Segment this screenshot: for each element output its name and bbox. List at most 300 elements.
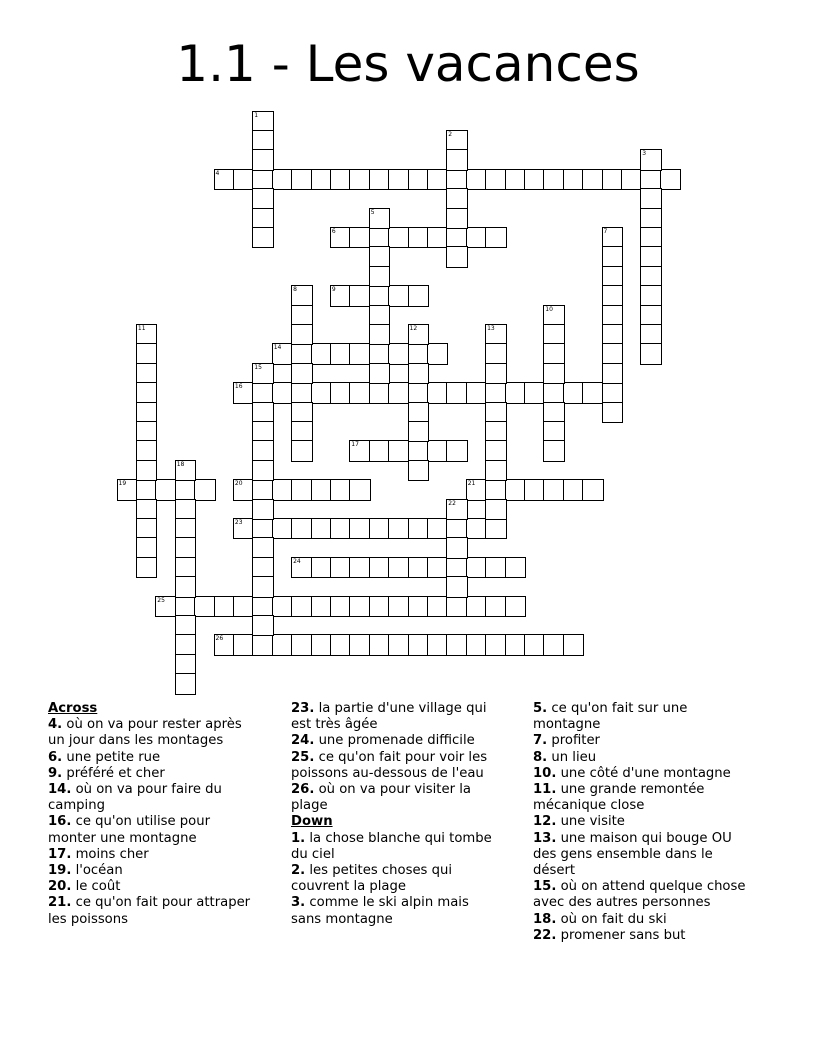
grid-cell[interactable] <box>252 499 274 521</box>
grid-cell[interactable] <box>136 343 158 365</box>
clue-text: ce qu'on fait pour voir les <box>318 749 488 765</box>
grid-cell[interactable] <box>388 518 410 540</box>
grid-cell[interactable] <box>524 634 546 656</box>
grid-cell[interactable] <box>252 537 274 559</box>
grid-cell[interactable] <box>272 169 294 191</box>
grid-cell[interactable] <box>233 169 255 191</box>
grid-cell[interactable] <box>446 634 468 656</box>
grid-cell[interactable] <box>446 440 468 462</box>
grid-cell[interactable] <box>446 518 468 540</box>
grid-cell[interactable] <box>505 479 527 501</box>
grid-cell[interactable] <box>136 402 158 424</box>
grid-cell[interactable] <box>291 421 313 443</box>
clue-number: 2. <box>291 863 306 879</box>
grid-cell[interactable] <box>408 460 430 482</box>
grid-cell[interactable] <box>408 363 430 385</box>
grid-cell[interactable] <box>640 227 662 249</box>
grid-cell[interactable] <box>485 460 507 482</box>
grid-cell[interactable] <box>311 518 333 540</box>
grid-cell[interactable] <box>252 596 274 618</box>
grid-cell[interactable] <box>349 557 371 579</box>
clue-number: 26. <box>291 782 315 798</box>
clue-number: 3 <box>642 150 647 158</box>
grid-cell[interactable] <box>543 305 565 327</box>
grid-cell[interactable] <box>485 382 507 404</box>
grid-cell[interactable] <box>175 499 197 521</box>
clue-text: promener sans but <box>560 927 686 943</box>
grid-cell[interactable] <box>505 634 527 656</box>
clue-number: 20 <box>234 480 243 488</box>
grid-cell[interactable] <box>330 343 352 365</box>
grid-cell[interactable] <box>252 208 274 230</box>
grid-cell[interactable] <box>582 382 604 404</box>
grid-cell[interactable] <box>272 382 294 404</box>
clue <box>291 750 523 782</box>
clue-number: 10 <box>545 305 553 313</box>
grid-cell[interactable] <box>311 169 333 191</box>
clue-number: 3. <box>291 895 306 911</box>
grid-cell[interactable] <box>369 343 391 365</box>
grid-cell[interactable] <box>582 479 604 501</box>
clue-heading: Across <box>48 701 98 716</box>
grid-cell[interactable] <box>446 130 468 152</box>
grid-cell[interactable] <box>446 227 468 249</box>
grid-cell[interactable] <box>136 363 158 385</box>
grid-cell[interactable] <box>602 343 624 365</box>
grid-cell[interactable] <box>214 596 236 618</box>
grid-cell[interactable] <box>640 305 662 327</box>
grid-cell[interactable] <box>175 518 197 540</box>
clue <box>533 766 783 782</box>
grid-cell[interactable] <box>466 169 488 191</box>
grid-cell[interactable] <box>252 615 274 637</box>
grid-cell[interactable] <box>252 421 274 443</box>
grid-cell[interactable] <box>175 673 197 695</box>
grid-cell[interactable] <box>543 479 565 501</box>
grid-cell[interactable] <box>408 169 430 191</box>
grid-cell[interactable] <box>408 518 430 540</box>
grid-cell[interactable] <box>369 440 391 462</box>
grid-cell[interactable] <box>369 169 391 191</box>
grid-cell[interactable] <box>388 227 410 249</box>
grid-cell[interactable] <box>485 324 507 346</box>
grid-cell[interactable] <box>291 440 313 462</box>
clue-number: 7 <box>603 227 608 235</box>
grid-cell[interactable] <box>136 421 158 443</box>
grid-cell[interactable] <box>485 343 507 365</box>
grid-cell[interactable] <box>214 169 236 191</box>
grid-cell[interactable] <box>117 479 139 501</box>
clue-number: 21. <box>48 895 72 911</box>
grid-cell[interactable] <box>485 518 507 540</box>
grid-cell[interactable] <box>408 343 430 365</box>
grid-cell[interactable] <box>252 402 274 424</box>
grid-cell[interactable] <box>582 169 604 191</box>
grid-cell[interactable] <box>252 634 274 656</box>
grid-cell[interactable] <box>524 169 546 191</box>
grid-cell[interactable] <box>640 324 662 346</box>
grid-cell[interactable] <box>388 382 410 404</box>
grid-cell[interactable] <box>311 596 333 618</box>
grid-cell[interactable] <box>602 227 624 249</box>
grid-cell[interactable] <box>543 421 565 443</box>
clue-text: une promenade difficile <box>318 733 475 749</box>
grid-cell[interactable] <box>272 479 294 501</box>
grid-cell[interactable] <box>485 227 507 249</box>
grid-cell[interactable] <box>427 382 449 404</box>
grid-cell[interactable] <box>640 149 662 171</box>
clue <box>533 701 783 733</box>
grid-cell[interactable] <box>369 557 391 579</box>
grid-cell[interactable] <box>446 382 468 404</box>
grid-cell[interactable] <box>136 460 158 482</box>
grid-cell[interactable] <box>291 324 313 346</box>
grid-cell[interactable] <box>175 557 197 579</box>
grid-cell[interactable] <box>194 596 216 618</box>
grid-cell[interactable] <box>233 479 255 501</box>
clue-text: où on attend quelque chose <box>560 879 746 895</box>
grid-cell[interactable] <box>252 479 274 501</box>
grid-cell[interactable] <box>543 440 565 462</box>
grid-cell[interactable] <box>369 285 391 307</box>
grid-cell[interactable] <box>252 130 274 152</box>
grid-cell[interactable] <box>291 402 313 424</box>
grid-cell[interactable] <box>330 169 352 191</box>
grid-cell[interactable] <box>602 382 624 404</box>
grid-cell[interactable] <box>175 654 197 676</box>
grid-cell[interactable] <box>349 382 371 404</box>
grid-cell[interactable] <box>349 227 371 249</box>
clue-text: un jour dans les montages <box>48 733 224 749</box>
grid-cell[interactable] <box>563 169 585 191</box>
grid-cell[interactable] <box>446 499 468 521</box>
grid-cell[interactable] <box>252 518 274 540</box>
grid-cell[interactable] <box>233 596 255 618</box>
grid-cell[interactable] <box>136 518 158 540</box>
grid-cell[interactable] <box>388 285 410 307</box>
grid-cell[interactable] <box>291 634 313 656</box>
grid-cell[interactable] <box>485 634 507 656</box>
grid-cell[interactable] <box>446 149 468 171</box>
grid-cell[interactable] <box>349 285 371 307</box>
grid-cell[interactable] <box>408 421 430 443</box>
clue-text: le coût <box>75 879 121 895</box>
grid-cell[interactable] <box>602 285 624 307</box>
grid-cell[interactable] <box>369 324 391 346</box>
clue <box>291 782 523 814</box>
clue <box>48 750 280 766</box>
grid-cell[interactable] <box>252 227 274 249</box>
grid-cell[interactable] <box>446 246 468 268</box>
grid-cell[interactable] <box>485 421 507 443</box>
grid-cell[interactable] <box>466 479 488 501</box>
grid-cell[interactable] <box>640 188 662 210</box>
grid-cell[interactable] <box>175 460 197 482</box>
grid-cell[interactable] <box>330 285 352 307</box>
grid-cell[interactable] <box>388 169 410 191</box>
grid-cell[interactable] <box>446 188 468 210</box>
grid-cell[interactable] <box>252 363 274 385</box>
grid-cell[interactable] <box>466 518 488 540</box>
grid-cell[interactable] <box>233 382 255 404</box>
grid-cell[interactable] <box>349 169 371 191</box>
grid-cell[interactable] <box>640 285 662 307</box>
grid-cell[interactable] <box>272 596 294 618</box>
grid-cell[interactable] <box>369 208 391 230</box>
grid-cell[interactable] <box>330 518 352 540</box>
grid-cell[interactable] <box>543 402 565 424</box>
clue <box>533 733 783 749</box>
grid-cell[interactable] <box>291 285 313 307</box>
grid-cell[interactable] <box>543 382 565 404</box>
clue <box>533 782 783 814</box>
grid-cell[interactable] <box>505 382 527 404</box>
grid-cell[interactable] <box>349 634 371 656</box>
grid-cell[interactable] <box>466 596 488 618</box>
grid-cell[interactable] <box>252 557 274 579</box>
grid-cell[interactable] <box>311 479 333 501</box>
grid-cell[interactable] <box>252 149 274 171</box>
grid-cell[interactable] <box>505 557 527 579</box>
grid-cell[interactable] <box>602 305 624 327</box>
grid-cell[interactable] <box>543 324 565 346</box>
clue-text: où on va pour visiter la <box>318 782 471 798</box>
grid-cell[interactable] <box>291 557 313 579</box>
grid-cell[interactable] <box>311 557 333 579</box>
clue-number: 16. <box>48 814 72 830</box>
grid-cell[interactable] <box>640 208 662 230</box>
grid-cell[interactable] <box>485 557 507 579</box>
grid-cell[interactable] <box>505 596 527 618</box>
clue-text: est très âgée <box>291 717 378 733</box>
grid-cell[interactable] <box>427 343 449 365</box>
grid-cell[interactable] <box>427 440 449 462</box>
grid-cell[interactable] <box>446 557 468 579</box>
grid-cell[interactable] <box>466 382 488 404</box>
grid-cell[interactable] <box>349 440 371 462</box>
clue-text: désert <box>533 863 576 879</box>
grid-cell[interactable] <box>408 285 430 307</box>
grid-cell[interactable] <box>640 246 662 268</box>
grid-cell[interactable] <box>252 169 274 191</box>
grid-cell[interactable] <box>252 382 274 404</box>
grid-cell[interactable] <box>485 169 507 191</box>
grid-cell[interactable] <box>602 324 624 346</box>
grid-cell[interactable] <box>136 557 158 579</box>
grid-cell[interactable] <box>388 596 410 618</box>
grid-cell[interactable] <box>311 343 333 365</box>
grid-cell[interactable] <box>427 518 449 540</box>
grid-cell[interactable] <box>175 576 197 598</box>
grid-cell[interactable] <box>369 596 391 618</box>
grid-cell[interactable] <box>272 343 294 365</box>
grid-cell[interactable] <box>408 557 430 579</box>
grid-cell[interactable] <box>291 363 313 385</box>
grid-cell[interactable] <box>485 402 507 424</box>
clue-number: 19 <box>118 480 127 488</box>
grid-cell[interactable] <box>252 576 274 598</box>
grid-cell[interactable] <box>252 188 274 210</box>
grid-cell[interactable] <box>272 518 294 540</box>
grid-cell[interactable] <box>408 440 430 462</box>
grid-cell[interactable] <box>272 634 294 656</box>
grid-cell[interactable] <box>466 557 488 579</box>
grid-cell[interactable] <box>330 557 352 579</box>
grid-cell[interactable] <box>291 382 313 404</box>
grid-cell[interactable] <box>524 479 546 501</box>
grid-cell[interactable] <box>330 382 352 404</box>
grid-cell[interactable] <box>369 363 391 385</box>
grid-cell[interactable] <box>155 479 177 501</box>
clue <box>291 863 523 895</box>
grid-cell[interactable] <box>427 169 449 191</box>
grid-cell[interactable] <box>427 634 449 656</box>
grid-cell[interactable] <box>175 596 197 618</box>
grid-cell[interactable] <box>640 343 662 365</box>
grid-cell[interactable] <box>543 634 565 656</box>
grid-cell[interactable] <box>640 169 662 191</box>
grid-cell[interactable] <box>369 518 391 540</box>
grid-cell[interactable] <box>640 266 662 288</box>
clue-text: une maison qui bouge OU <box>560 830 732 846</box>
grid-cell[interactable] <box>446 208 468 230</box>
grid-cell[interactable] <box>543 363 565 385</box>
grid-cell[interactable] <box>233 634 255 656</box>
grid-cell[interactable] <box>252 460 274 482</box>
grid-cell[interactable] <box>194 479 216 501</box>
grid-cell[interactable] <box>136 479 158 501</box>
grid-cell[interactable] <box>291 169 313 191</box>
clue-text: une petite rue <box>66 749 161 765</box>
grid-cell[interactable] <box>543 343 565 365</box>
grid-cell[interactable] <box>485 479 507 501</box>
grid-cell[interactable] <box>291 596 313 618</box>
grid-cell[interactable] <box>485 499 507 521</box>
grid-cell[interactable] <box>543 169 565 191</box>
grid-cell[interactable] <box>349 518 371 540</box>
grid-cell[interactable] <box>291 518 313 540</box>
grid-cell[interactable] <box>369 246 391 268</box>
grid-cell[interactable] <box>408 324 430 346</box>
grid-cell[interactable] <box>446 576 468 598</box>
grid-cell[interactable] <box>408 402 430 424</box>
grid-cell[interactable] <box>408 227 430 249</box>
grid-cell[interactable] <box>388 557 410 579</box>
grid-cell[interactable] <box>563 479 585 501</box>
grid-cell[interactable] <box>330 634 352 656</box>
clue-text: l'océan <box>75 863 123 879</box>
clue-number: 14 <box>273 344 282 352</box>
grid-cell[interactable] <box>427 557 449 579</box>
grid-cell[interactable] <box>485 596 507 618</box>
grid-cell[interactable] <box>136 382 158 404</box>
grid-cell[interactable] <box>602 363 624 385</box>
grid-cell[interactable] <box>349 343 371 365</box>
grid-cell[interactable] <box>291 305 313 327</box>
clue-text: sans montagne <box>291 911 393 927</box>
clue-number: 25. <box>291 749 315 765</box>
clue-text: ce qu'on utilise pour <box>75 814 211 830</box>
grid-cell[interactable] <box>388 440 410 462</box>
clue-number: 15. <box>533 879 557 895</box>
grid-cell[interactable] <box>446 537 468 559</box>
clues-column-2 <box>291 701 523 928</box>
grid-cell[interactable] <box>602 266 624 288</box>
grid-cell[interactable] <box>602 169 624 191</box>
grid-cell[interactable] <box>563 382 585 404</box>
grid-cell[interactable] <box>136 440 158 462</box>
grid-cell[interactable] <box>136 324 158 346</box>
grid-cell[interactable] <box>408 596 430 618</box>
grid-cell[interactable] <box>136 499 158 521</box>
grid-cell[interactable] <box>369 266 391 288</box>
grid-cell[interactable] <box>136 537 158 559</box>
grid-cell[interactable] <box>446 596 468 618</box>
grid-cell[interactable] <box>175 537 197 559</box>
grid-cell[interactable] <box>388 343 410 365</box>
grid-cell[interactable] <box>369 382 391 404</box>
clue-number: 19. <box>48 863 72 879</box>
grid-cell[interactable] <box>563 634 585 656</box>
grid-cell[interactable] <box>175 615 197 637</box>
grid-cell[interactable] <box>505 169 527 191</box>
grid-cell[interactable] <box>369 305 391 327</box>
grid-cell[interactable] <box>446 169 468 191</box>
grid-cell[interactable] <box>349 596 371 618</box>
grid-cell[interactable] <box>291 343 313 365</box>
grid-cell[interactable] <box>330 479 352 501</box>
grid-cell[interactable] <box>311 382 333 404</box>
grid-cell[interactable] <box>408 382 430 404</box>
grid-cell[interactable] <box>485 440 507 462</box>
grid-cell[interactable] <box>466 227 488 249</box>
grid-cell[interactable] <box>175 479 197 501</box>
grid-cell[interactable] <box>233 518 255 540</box>
grid-cell[interactable] <box>252 440 274 462</box>
grid-cell[interactable] <box>466 634 488 656</box>
grid-cell[interactable] <box>311 634 333 656</box>
grid-cell[interactable] <box>252 111 274 133</box>
grid-cell[interactable] <box>291 479 313 501</box>
grid-cell[interactable] <box>602 246 624 268</box>
grid-cell[interactable] <box>621 169 643 191</box>
grid-cell[interactable] <box>330 596 352 618</box>
grid-cell[interactable] <box>388 634 410 656</box>
grid-cell[interactable] <box>427 227 449 249</box>
grid-cell[interactable] <box>330 227 352 249</box>
grid-cell[interactable] <box>427 596 449 618</box>
clue <box>291 831 523 863</box>
grid-cell[interactable] <box>369 227 391 249</box>
clue-number: 11. <box>533 782 557 798</box>
grid-cell[interactable] <box>485 363 507 385</box>
grid-cell[interactable] <box>408 634 430 656</box>
grid-cell[interactable] <box>524 382 546 404</box>
grid-cell[interactable] <box>369 634 391 656</box>
clue <box>533 750 783 766</box>
clue <box>48 895 280 927</box>
grid-cell[interactable] <box>660 169 682 191</box>
grid-cell[interactable] <box>214 634 236 656</box>
clue <box>533 814 783 830</box>
clue-text: mécanique close <box>533 798 645 814</box>
clue <box>48 717 280 749</box>
clue-text: préféré et cher <box>66 765 165 781</box>
grid-cell[interactable] <box>155 596 177 618</box>
grid-cell[interactable] <box>349 479 371 501</box>
grid-cell[interactable] <box>175 634 197 656</box>
grid-cell[interactable] <box>602 402 624 424</box>
